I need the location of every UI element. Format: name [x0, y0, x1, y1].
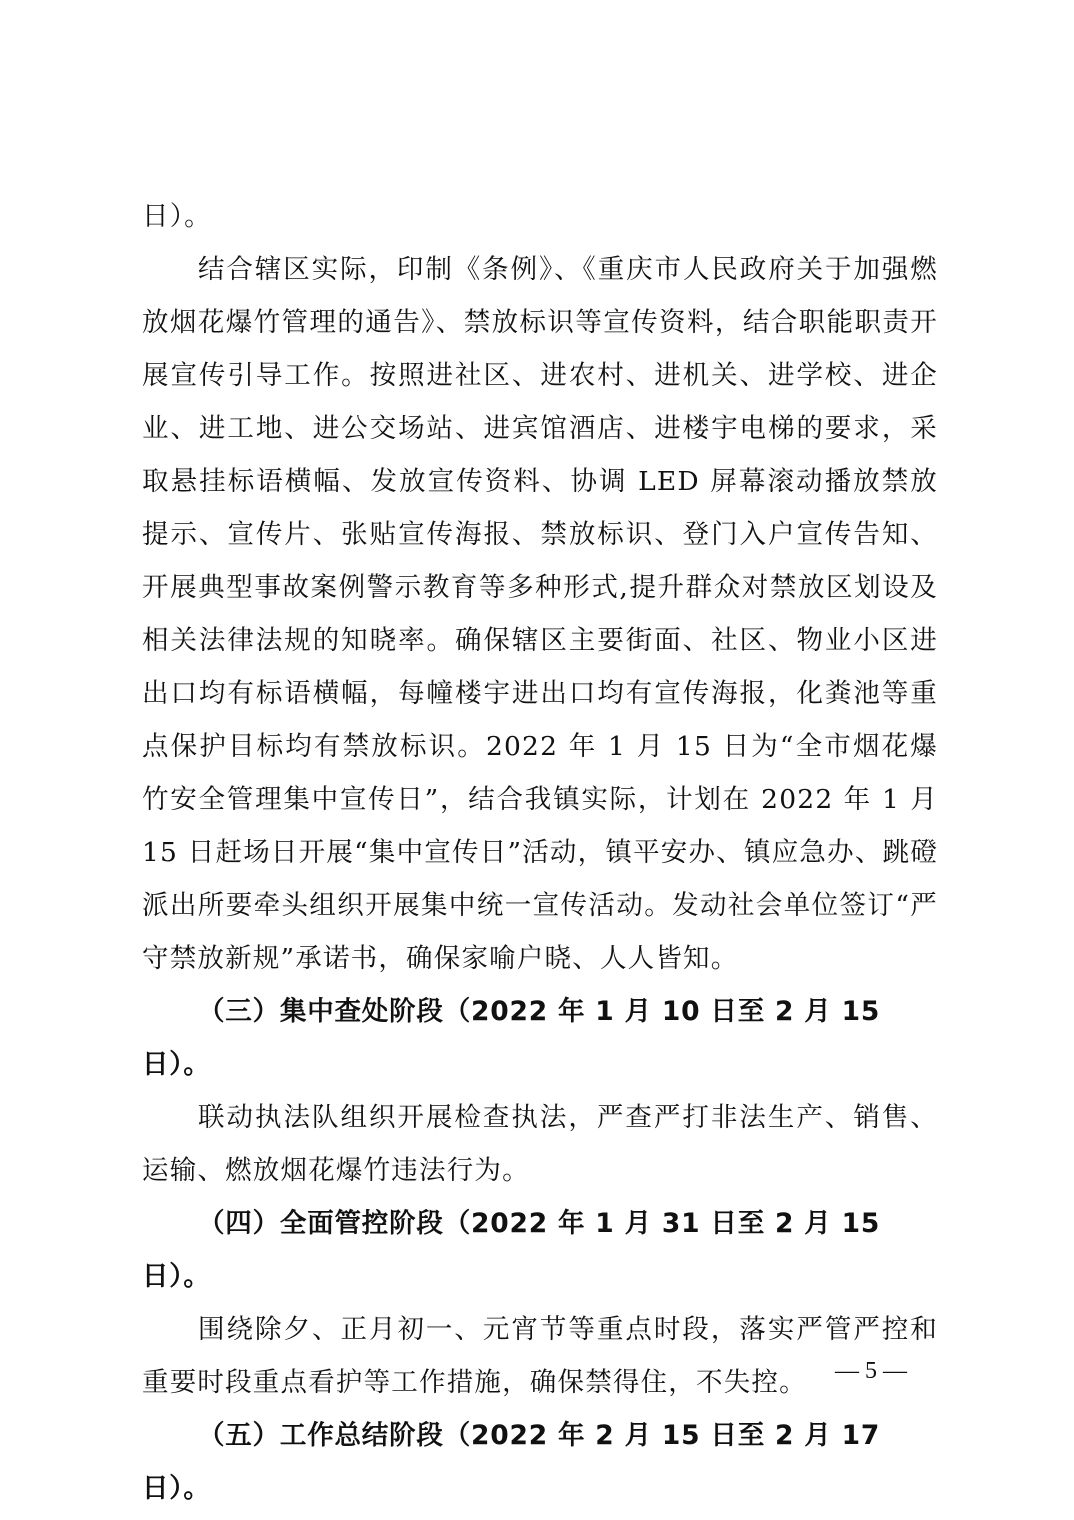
paragraph-continuation: 日）。: [142, 201, 212, 232]
page-number: — 5 —: [835, 1358, 907, 1384]
paragraph-enforcement: 联动执法队组织开展检查执法，严查严打非法生产、销售、运输、燃放烟花爆竹违法行为。: [142, 1102, 938, 1186]
document-body: [142, 190, 938, 1515]
section-heading-control-stage: （四）全面管控阶段（2022 年 1 月 31 日至 2 月 15 日）。: [142, 1208, 881, 1292]
section-heading-enforcement-stage: （三）集中查处阶段（2022 年 1 月 10 日至 2 月 15 日）。: [142, 996, 881, 1080]
section-heading-summary-stage: （五）工作总结阶段（2022 年 2 月 15 日至 2 月 17 日）。: [142, 1420, 881, 1504]
paragraph-control: 围绕除夕、正月初一、元宵节等重点时段，落实严管严控和重要时段重点看护等工作措施，确保禁得住，不失控。: [142, 1314, 938, 1398]
paragraph-publicity-work: 结合辖区实际，印制《条例》、《重庆市人民政府关于加强燃放烟花爆竹管理的通告》、禁放标识等宣传资料，结合职能职责开展宣传引导工作。按照进社区、进农村、进机关、进学校、进企业、进工地、进公交场站、进宾馆酒店、进楼宇电梯的要求，采取悬挂标语横幅、发放宣传资料、协调 LED 屏幕滚动播放禁放提示、宣传片、张贴宣传海报、禁放标识、登门入户宣传告知、开展典型事故案例警示教育等多种形式,提升群众对禁放区划设及相关法律法规的知晓率。确保辖区主要街面、社区、物业小区进出口均有标语横幅，每幢楼宇进出口均有宣传海报，化粪池等重点保护目标均有禁放标识。2022 年 1 月 15 日为“全市烟花爆竹安全管理集中宣传日”，结合我镇实际，计划在 2022 年 1 月 15 日赶场日开展“集中宣传日”活动，镇平安办、镇应急办、跳磴派出所要牵头组织开展集中统一宣传活动。发动社会单位签订“严守禁放新规”承诺书，确保家喻户晓、人人皆知。: [142, 254, 938, 974]
